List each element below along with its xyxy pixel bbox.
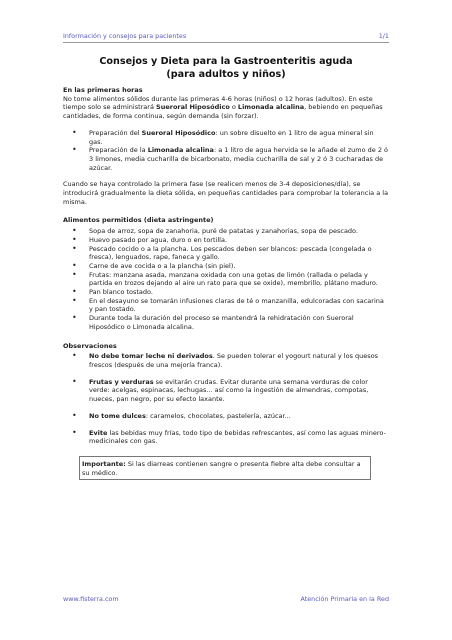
- bullet-icon: •: [72, 427, 77, 437]
- item-bold: Frutas y verduras: [89, 377, 154, 386]
- item-text: En el desayuno se tomarán infusiones claras de té o manzanilla, edulcoradas con sacarina y pan tostado.: [89, 296, 384, 314]
- section-heading-alimentos: Alimentos permitidos (dieta astringente): [63, 216, 214, 225]
- footer-link[interactable]: www.fisterra.com: [63, 595, 119, 603]
- page-number: 1/1: [378, 32, 389, 40]
- note-label: Importante:: [82, 459, 126, 468]
- bullet-icon: •: [72, 287, 77, 297]
- important-note-box: [79, 456, 371, 480]
- list-item: [70, 288, 389, 297]
- list-item: [70, 271, 389, 288]
- list-item: [70, 314, 389, 331]
- item-text: Preparación del: [89, 128, 142, 137]
- list-item: [70, 245, 389, 262]
- list-item: [70, 262, 389, 271]
- item-text: . Se pueden tolerar el yogourt natural y los quesos frescos (después de una mejoría franca).: [89, 352, 379, 369]
- item-bold: Sueroral Hiposódico: [141, 128, 216, 137]
- list-item: [70, 378, 389, 404]
- bullet-icon: •: [72, 410, 77, 420]
- bullet-icon: •: [72, 376, 77, 386]
- intro-text: , bebiendo en pequeñas cantidades, de forma continua, según demanda (sin forzar).: [63, 103, 383, 121]
- bullet-icon: •: [72, 260, 77, 270]
- item-bold: Limonada alcalina: [147, 146, 214, 155]
- bullet-icon: •: [72, 269, 77, 279]
- bullet-icon: •: [72, 313, 77, 323]
- list-item: [70, 352, 389, 369]
- item-text: Pescado cocido o a la plancha. Los pescados deben ser blancos: pescada (congelada o fresca), lenguados, rape, faneca y gallo.: [89, 244, 372, 262]
- note-text: Si las diarreas contienen sangre o presenta fiebre alta debe consultar a su médico.: [82, 459, 361, 477]
- item-text: Preparación de la: [89, 146, 148, 155]
- item-bold: Evite: [89, 428, 108, 437]
- item-text: Sopa de arroz, sopa de zanahoria, puré de patatas y zanahorias, sopa de pescado.: [89, 227, 358, 236]
- bullet-icon: •: [72, 226, 77, 236]
- list-item: [70, 429, 389, 446]
- bullet-icon: •: [72, 243, 77, 253]
- footer-right: Atención Primaria en la Red: [300, 595, 389, 603]
- title-line-2: (para adultos y niños): [166, 68, 286, 80]
- list-item: [70, 227, 389, 236]
- intro-paragraph: [63, 95, 389, 121]
- list-item: [70, 146, 389, 172]
- header-left: Información y consejos para pacientes: [63, 32, 187, 40]
- observations-list: [70, 352, 389, 446]
- after-paragraph: Cuando se haya controlado la primera fase (se realicen menos de 3-4 deposiciones/día), se introducirá gradualmente la dieta sólida, en pequeñas cantidades para comprobar la tolerancia a la misma.: [63, 180, 389, 206]
- list-item: [70, 297, 389, 314]
- section-heading-primeras-horas: En las primeras horas: [63, 86, 143, 94]
- bullet-icon: •: [72, 351, 77, 361]
- item-text: las bebidas muy frías, todo tipo de bebidas refrescantes, así como las aguas minero-medicinales con gas.: [89, 428, 386, 446]
- item-text: Frutas: manzana asada, manzana oxidada con una gotas de limón (rallada o pelada y partida en trozos dejando al aire un rato para que se oxide), membrillo, plátano maduro.: [89, 270, 378, 288]
- item-text: : un sobre disuelto en 1 litro de agua mineral sin gas.: [89, 128, 374, 146]
- allowed-foods-list: [70, 227, 389, 331]
- title-line-1: Consejos y Dieta para la Gastroenteritis aguda: [99, 56, 353, 67]
- bullet-icon: •: [72, 127, 77, 137]
- document-body: [63, 86, 389, 480]
- preparation-list: [70, 129, 389, 173]
- item-text: Huevo pasado por agua, duro o en tortilla.: [89, 235, 227, 244]
- bullet-icon: •: [72, 295, 77, 305]
- list-item: [70, 236, 389, 245]
- page-footer: [63, 595, 389, 603]
- document-title: [63, 56, 389, 81]
- list-item: [70, 412, 389, 421]
- item-text: se evitarán crudas. Evitar durante una semana verduras de color verde: acelgas, espinacas, lechugas... así como la ingestión de almendras, compotas, nueces, pan negro, por su efecto laxante.: [89, 377, 369, 404]
- list-item: [70, 129, 389, 146]
- item-text: Durante toda la duración del proceso se mantendrá la rehidratación con Sueroral Hiposódico o Limonada alcalina.: [89, 314, 354, 331]
- intro-text: No tome alimentos sólidos durante las primeras 4-6 horas (niños) o 12 horas (adultos). En este tiempo solo se administrará: [63, 94, 373, 112]
- item-text: Carne de ave cocida o a la plancha (sin piel).: [89, 261, 236, 270]
- bullet-icon: •: [72, 234, 77, 244]
- intro-text: o: [229, 103, 238, 112]
- section-heading-observaciones: Observaciones: [63, 341, 117, 350]
- page-header: [63, 32, 389, 43]
- intro-bold-sueroral: Sueroral Hiposódico: [156, 103, 230, 112]
- item-bold: No debe tomar leche ni derivados: [89, 352, 213, 361]
- intro-bold-limonada: Limonada alcalina: [237, 103, 305, 112]
- item-text: : a 1 litro de agua hervida se le añade el zumo de 2 ó 3 limones, media cucharilla de bicarbonato, media cucharilla de sal y 2 ó 3 cucharadas de azúcar.: [89, 146, 389, 172]
- item-bold: No tome dulces: [89, 411, 146, 420]
- item-text: Pan blanco tostado.: [89, 288, 153, 297]
- bullet-icon: •: [72, 145, 77, 155]
- item-text: : caramelos, chocolates, pastelería, azúcar...: [145, 411, 291, 420]
